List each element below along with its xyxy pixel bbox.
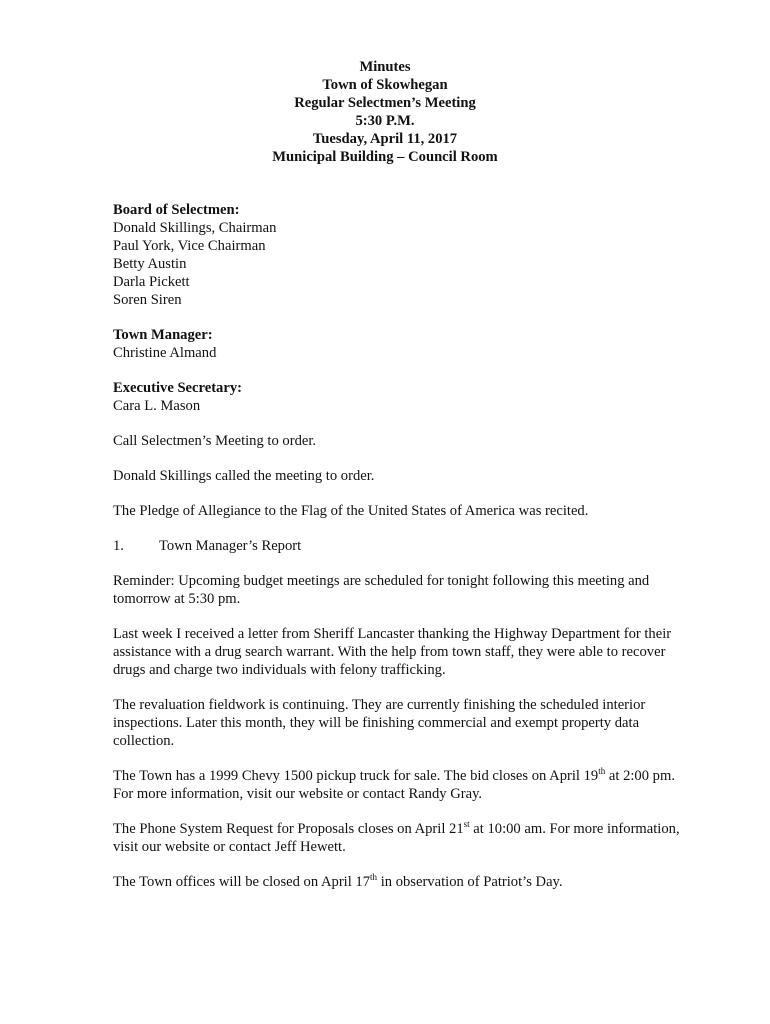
offices-closed-text-a: The Town offices will be closed on April 17 bbox=[113, 874, 371, 890]
town-manager-section bbox=[113, 326, 683, 362]
header-line-date: Tuesday, April 11, 2017 bbox=[312, 131, 458, 147]
minutes-header bbox=[0, 58, 770, 166]
pledge-text: The Pledge of Allegiance to the Flag of the United States of America was recited. bbox=[113, 503, 589, 519]
call-to-order-text: Call Selectmen’s Meeting to order. bbox=[113, 433, 317, 449]
offices-closed-paragraph bbox=[113, 873, 683, 891]
truck-sale-text-a: The Town has a 1999 Chevy 1500 pickup truck for sale. The bid closes on April 19 bbox=[113, 768, 599, 784]
board-member: Soren Siren bbox=[113, 292, 182, 308]
board-title: Board of Selectmen: bbox=[113, 202, 240, 218]
header-line-town: Town of Skowhegan bbox=[322, 77, 448, 93]
header-line-location: Municipal Building – Council Room bbox=[272, 149, 498, 165]
board-member: Darla Pickett bbox=[113, 274, 190, 290]
truck-sale-paragraph bbox=[113, 767, 683, 803]
sheriff-paragraph: Last week I received a letter from Sheriff Lancaster thanking the Highway Department for their assistance with a drug search warrant. With the help from town staff, they were able to recover drugs and charge two individuals with felony trafficking. bbox=[113, 626, 672, 678]
minutes-body bbox=[113, 201, 683, 908]
town-manager-title: Town Manager: bbox=[113, 327, 213, 343]
offices-closed-text-b: in observation of Patriot’s Day. bbox=[377, 874, 563, 890]
meeting-called-text: Donald Skillings called the meeting to order. bbox=[113, 468, 375, 484]
truck-sale-text-b: at 2:00 pm. For more information, visit our website or contact Randy Gray. bbox=[113, 768, 675, 802]
phone-rfp-paragraph bbox=[113, 820, 683, 856]
board-member: Donald Skillings, Chairman bbox=[113, 220, 277, 236]
agenda-item-1 bbox=[113, 537, 683, 555]
town-manager-name: Christine Almand bbox=[113, 345, 217, 361]
board-member: Paul York, Vice Chairman bbox=[113, 238, 266, 254]
board-member: Betty Austin bbox=[113, 256, 187, 272]
board-section bbox=[113, 201, 683, 309]
agenda-item-number: 1. bbox=[113, 538, 124, 554]
phone-rfp-text-a: The Phone System Request for Proposals closes on April 21 bbox=[113, 821, 464, 837]
offices-closed-superscript: th bbox=[370, 872, 378, 883]
agenda-item-title: Town Manager’s Report bbox=[159, 538, 302, 554]
exec-secretary-title: Executive Secretary: bbox=[113, 380, 242, 396]
header-line-meeting: Regular Selectmen’s Meeting bbox=[294, 95, 476, 111]
phone-rfp-text-b: at 10:00 am. For more information, visit our website or contact Jeff Hewett. bbox=[113, 821, 680, 855]
reminder-paragraph: Reminder: Upcoming budget meetings are scheduled for tonight following this meeting and tomorrow at 5:30 pm. bbox=[113, 573, 650, 607]
header-line-time: 5:30 P.M. bbox=[355, 113, 415, 129]
phone-rfp-superscript: st bbox=[463, 819, 470, 830]
exec-secretary-name: Cara L. Mason bbox=[113, 398, 201, 414]
exec-secretary-section bbox=[113, 379, 683, 415]
revaluation-paragraph: The revaluation fieldwork is continuing. They are currently finishing the scheduled interior inspections. Later this month, they will be finishing commercial and exempt property data collection. bbox=[113, 697, 646, 749]
truck-sale-superscript: th bbox=[598, 766, 606, 777]
header-line-minutes: Minutes bbox=[359, 59, 411, 75]
